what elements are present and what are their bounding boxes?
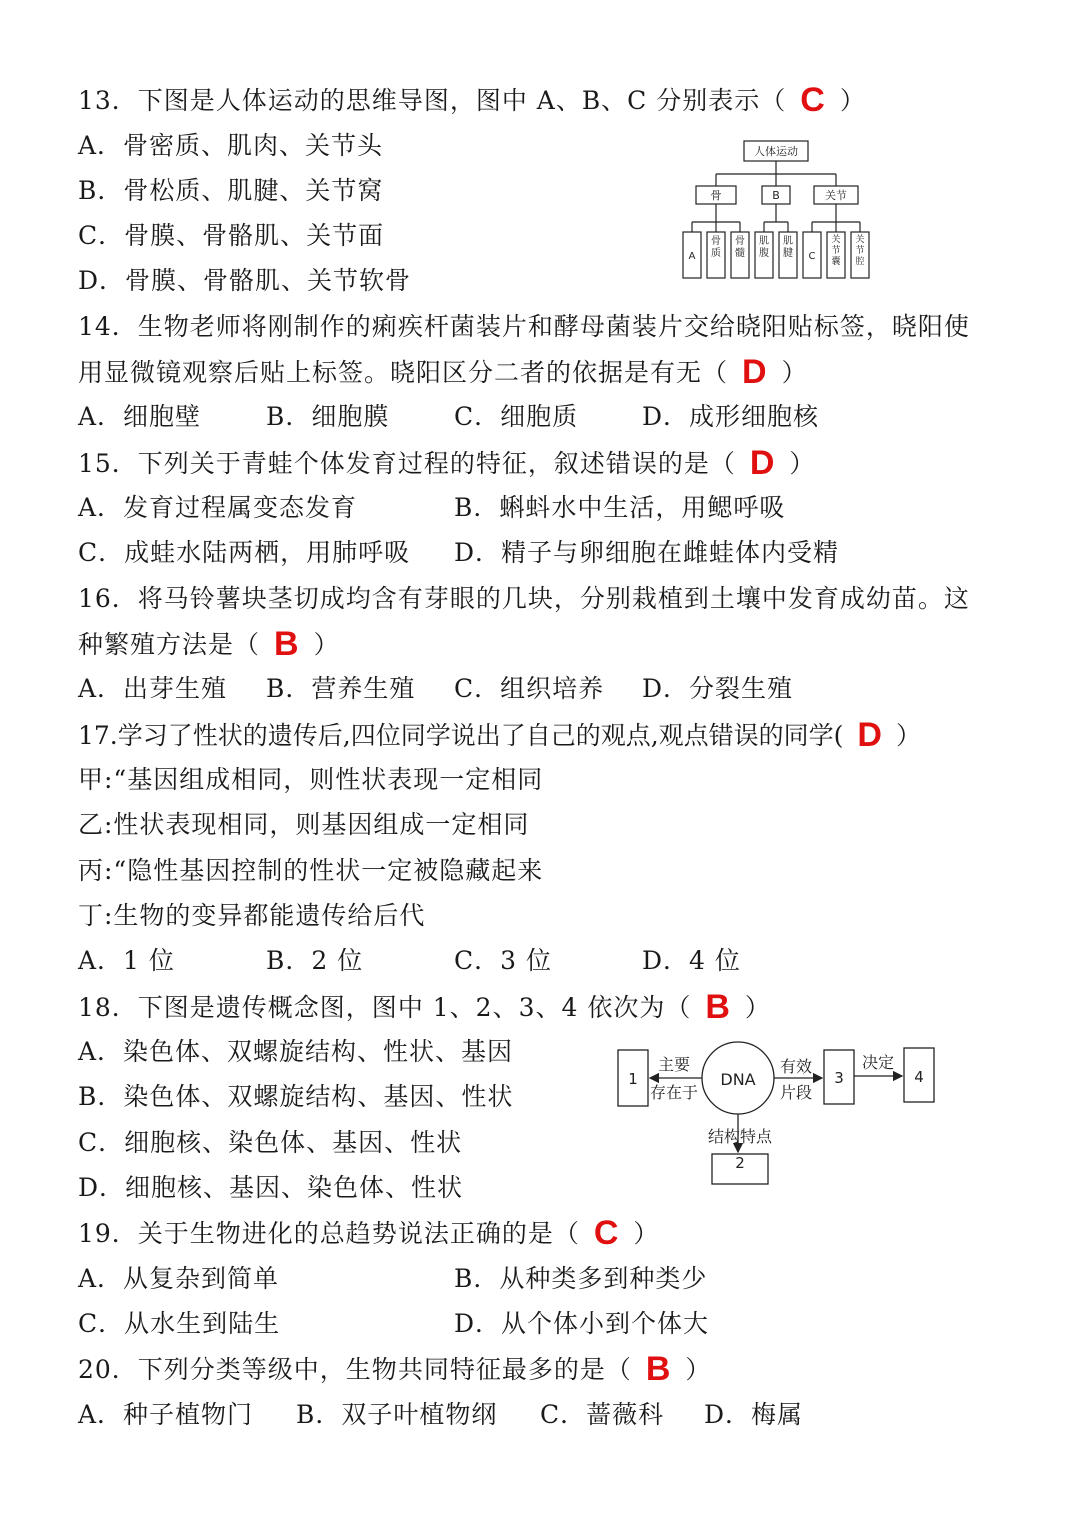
q18-link-exists-in: 存在于 (649, 1083, 699, 1102)
q13-stem-line (78, 81, 866, 119)
q18-option-a: A．染色体、双螺旋结构、性状、基因 (78, 1037, 514, 1066)
q18-answer: B (705, 988, 731, 1026)
q17-option-b: B．2 位 (266, 946, 364, 975)
q14-option-a: A．细胞壁 (78, 402, 202, 431)
q13-option-a: A．骨密质、肌肉、关节头 (78, 131, 384, 160)
q19-stem: 19．关于生物进化的总趋势说法正确的是（ (78, 1219, 580, 1248)
q20-option-d: D．梅属 (704, 1400, 804, 1429)
q17-statement-ding: 丁:生物的变异都能遗传给后代 (78, 901, 426, 930)
q16-answer: B (274, 625, 300, 663)
q13-map-leaf-c: C (808, 251, 816, 262)
q18-link-effective: 有效 (779, 1057, 813, 1076)
q14-stem: 用显微镜观察后贴上标签。晓阳区分二者的依据是有无（ (78, 358, 729, 387)
q18-dna-label: DNA (720, 1070, 756, 1089)
q20-option-b: B．双子叶植物纲 (296, 1400, 498, 1429)
q14-close: ） (781, 358, 808, 387)
q20-option-c: C．蔷薇科 (540, 1400, 665, 1429)
q14-option-b: B．细胞膜 (266, 402, 390, 431)
q16-stem-line1: 16．将马铃薯块茎切成均含有芽眼的几块，分别栽植到土壤中发育成幼苗。这 (78, 584, 970, 613)
q18-link-segment: 片段 (779, 1083, 813, 1102)
q13-option-c: C．骨膜、骨骼肌、关节面 (78, 221, 385, 250)
q18-option-b: B．染色体、双螺旋结构、基因、性状 (78, 1082, 514, 1111)
q16-close: ） (313, 630, 340, 659)
q13-map-leaf-guan-jie-nang: 关节囊 (831, 235, 841, 267)
q13-map-bone: 骨 (710, 189, 722, 202)
q13-map-leaf-guan-jie-qiang: 关节腔 (855, 235, 865, 267)
q17-option-d: D．4 位 (642, 946, 741, 975)
q16-option-a: A．出芽生殖 (78, 674, 228, 703)
q20-stem: 20．下列分类等级中，生物共同特征最多的是（ (78, 1355, 632, 1384)
q13-map-joint: 关节 (825, 189, 847, 202)
q17-statement-jia: 甲:“基因组成相同，则性状表现一定相同 (78, 765, 544, 794)
q20-close: ） (685, 1355, 712, 1384)
q17-answer: D (857, 716, 882, 754)
q18-stem: 18．下图是遗传概念图，图中 1、2、3、4 依次为（ (78, 993, 692, 1022)
q15-option-c: C．成蛙水陆两栖，用肺呼吸 (78, 538, 411, 567)
q18-link-decides: 决定 (861, 1053, 895, 1072)
q20-option-a: A．种子植物门 (78, 1400, 254, 1429)
q13-close: ） (839, 86, 866, 115)
q15-option-b: B．蝌蚪水中生活，用鳃呼吸 (454, 493, 786, 522)
q15-stem: 15．下列关于青蛙个体发育过程的特征，叙述错误的是（ (78, 449, 736, 478)
q13-stem: 13．下图是人体运动的思维导图，图中 A、B、C 分别表示（ (78, 86, 787, 115)
q17-option-c: C．3 位 (454, 946, 552, 975)
q18-label-2: 2 (735, 1154, 745, 1172)
q13-option-b: B．骨松质、肌腱、关节窝 (78, 176, 384, 205)
q15-option-d: D．精子与卵细胞在雌蛙体内受精 (454, 538, 840, 567)
q15-answer: D (749, 444, 776, 482)
q18-link-mainly: 主要 (657, 1055, 691, 1074)
q15-option-a: A．发育过程属变态发育 (78, 493, 358, 522)
q17-stem: 17.学习了性状的遗传后,四位同学说出了自己的观点,观点错误的同学( (78, 721, 844, 750)
q20-stem-line (78, 1350, 712, 1388)
q13-mind-map (680, 138, 870, 283)
q19-answer: C (593, 1214, 620, 1252)
q13-map-leaf-ji-jian: 肌腱 (783, 236, 793, 259)
q17-option-a: A．1 位 (78, 946, 175, 975)
q13-map-leaf-a: A (688, 251, 696, 262)
q19-option-a: A．从复杂到简单 (78, 1264, 280, 1293)
q18-stem-line (78, 988, 771, 1026)
q18-option-d: D．细胞核、基因、染色体、性状 (78, 1173, 464, 1202)
q16-option-c: C．组织培养 (454, 674, 605, 703)
q16-stem: 种繁殖方法是（ (78, 630, 261, 659)
q18-label-4: 4 (914, 1068, 924, 1086)
q13-option-d: D．骨膜、骨骼肌、关节软骨 (78, 266, 412, 295)
q14-option-d: D．成形细胞核 (642, 402, 820, 431)
q19-option-b: B．从种类多到种类少 (454, 1264, 708, 1293)
q14-stem-line1: 14．生物老师将刚制作的痢疾杆菌装片和酵母菌装片交给晓阳贴标签，晓阳使 (78, 312, 970, 341)
q18-option-c: C．细胞核、染色体、基因、性状 (78, 1128, 463, 1157)
q15-stem-line (78, 444, 816, 482)
q14-stem-line2 (78, 353, 808, 391)
q20-answer: B (645, 1350, 672, 1388)
q19-option-c: C．从水生到陆生 (78, 1309, 281, 1338)
q13-map-b: B (772, 189, 780, 202)
q19-close: ） (633, 1219, 660, 1248)
q16-option-b: B．营养生殖 (266, 674, 416, 703)
q13-answer: C (800, 81, 826, 119)
q18-link-structure: 结构特点 (707, 1127, 773, 1146)
q13-map-root: 人体运动 (754, 145, 798, 158)
q19-stem-line (78, 1214, 660, 1252)
q17-statement-yi: 乙:性状表现相同，则基因组成一定相同 (78, 810, 530, 839)
q17-stem-line (78, 716, 921, 754)
q18-label-3: 3 (834, 1069, 844, 1087)
q18-close: ） (744, 993, 771, 1022)
q13-map-leaf-ji-fu: 肌腹 (759, 236, 769, 259)
q14-answer: D (742, 353, 768, 391)
q15-close: ） (789, 449, 816, 478)
q17-close: ） (895, 721, 921, 750)
q18-label-1: 1 (628, 1070, 638, 1088)
q17-statement-bing: 丙:“隐性基因控制的性状一定被隐藏起来 (78, 856, 544, 885)
q13-map-leaf-gu-zhi: 骨质 (711, 236, 721, 259)
q16-stem-line2 (78, 625, 340, 663)
q14-option-c: C．细胞质 (454, 402, 579, 431)
q18-concept-map (612, 1040, 942, 1190)
q16-option-d: D．分裂生殖 (642, 674, 794, 703)
q19-option-d: D．从个体小到个体大 (454, 1309, 710, 1338)
q13-map-leaf-gu-sui: 骨髓 (735, 236, 745, 259)
